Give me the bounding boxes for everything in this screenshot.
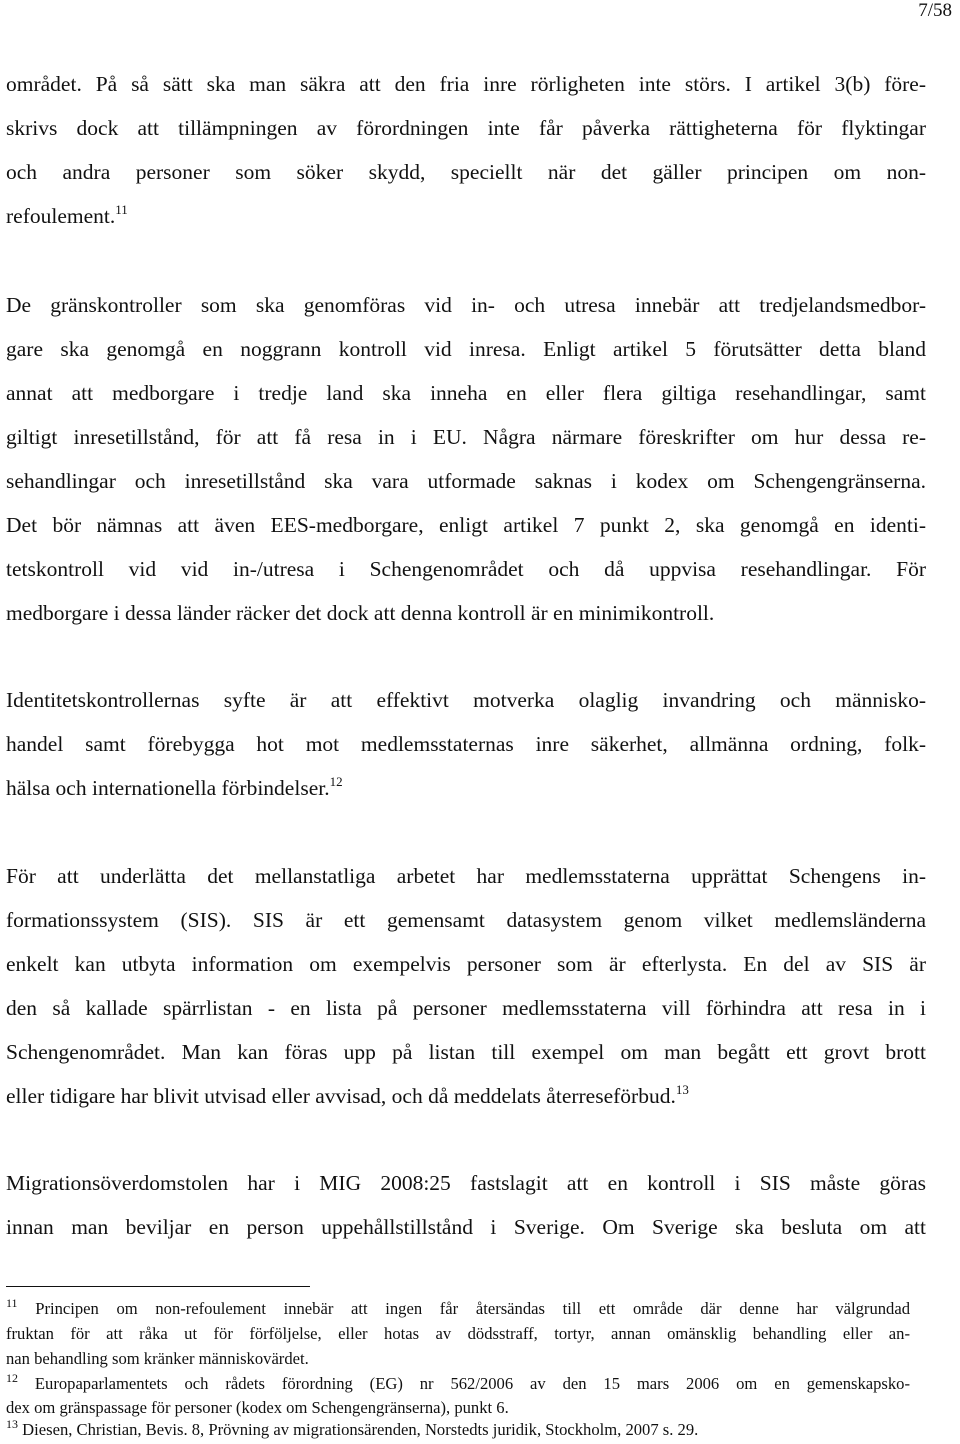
- text-line: skrivs dock att tillämpningen av förordningen inte får påverka rättigheterna för flyktingar: [6, 116, 926, 140]
- footnote-number: 13: [6, 1417, 18, 1431]
- text-line: Identitetskontrollernas syfte är att effektivt motverka olaglig invandring och människo-: [6, 688, 926, 712]
- text-line: För att underlätta det mellanstatliga arbetet har medlemsstaterna upprättat Schengens in-: [6, 864, 926, 888]
- text-line: handel samt förebygga hot mot medlemsstaternas inre säkerhet, allmänna ordning, folk-: [6, 732, 926, 756]
- text-line: tetskontroll vid vid in-/utresa i Schengenområdet och då uppvisa resehandlingar. För: [6, 557, 926, 581]
- text-line: Det bör nämnas att även EES-medborgare, enligt artikel 7 punkt 2, ska genomgå en identi-: [6, 513, 926, 537]
- text-line-with-footnote: [6, 203, 128, 229]
- footnote-text: Principen om non-refoulement innebär att ingen får återsändas till ett område där denne har välgrundad: [35, 1299, 910, 1318]
- text-line: sehandlingar och inresetillstånd ska vara utformade saknas i kodex om Schengengränserna.: [6, 469, 926, 493]
- text-line: medborgare i dessa länder räcker det dock att denna kontroll är en minimikontroll.: [6, 601, 715, 625]
- footnote-reference[interactable]: 12: [329, 774, 343, 789]
- footnote-number: 11: [6, 1296, 18, 1310]
- text-line: den så kallade spärrlistan - en lista på personer medlemsstaterna vill förhindra att resa in i: [6, 996, 926, 1020]
- footnote-separator: [6, 1286, 310, 1287]
- text-line: formationssystem (SIS). SIS är ett gemensamt datasystem genom vilket medlemsländerna: [6, 908, 926, 932]
- text-line: området. På så sätt ska man säkra att den fria inre rörligheten inte störs. I artikel 3(b) före-: [6, 72, 926, 96]
- text-line: giltigt inresetillstånd, för att få resa in i EU. Några närmare föreskrifter om hur dessa re-: [6, 425, 926, 449]
- text-line: Migrationsöverdomstolen har i MIG 2008:25 fastslagit att en kontroll i SIS måste göras: [6, 1171, 926, 1195]
- text-line: refoulement.: [6, 204, 116, 228]
- footnote-line: nan behandling som kränker människovärdet.: [6, 1349, 309, 1368]
- footnote-line: [6, 1371, 910, 1394]
- text-line: och andra personer som söker skydd, speciellt när det gäller principen om non-: [6, 160, 926, 184]
- text-line-with-footnote: [6, 1083, 689, 1109]
- footnote-line: fruktan för att råka ut för förföljelse, eller hotas av dödsstraff, tortyr, annan omänsklig behandling eller an-: [6, 1324, 910, 1343]
- text-line: gare ska genomgå en noggrann kontroll vid inresa. Enligt artikel 5 förutsätter detta bland: [6, 337, 926, 361]
- page-number: 7/58: [918, 0, 952, 21]
- footnote-line: [6, 1417, 699, 1440]
- text-line: De gränskontroller som ska genomföras vid in- och utresa innebär att tredjelandsmedbor-: [6, 293, 926, 317]
- text-line: enkelt kan utbyta information om exempelvis personer som är efterlysta. En del av SIS är: [6, 952, 926, 976]
- text-line: innan man beviljar en person uppehållstillstånd i Sverige. Om Sverige ska besluta om att: [6, 1215, 926, 1239]
- footnote-reference[interactable]: 11: [115, 202, 128, 217]
- footnote-line: [6, 1296, 910, 1319]
- footnote-number: 12: [6, 1371, 18, 1385]
- text-line: hälsa och internationella förbindelser.: [6, 776, 330, 800]
- text-line: eller tidigare har blivit utvisad eller avvisad, och då meddelats återreseförbud.: [6, 1084, 676, 1108]
- text-line-with-footnote: [6, 775, 343, 801]
- footnote-text: Diesen, Christian, Bevis. 8, Prövning av migrationsärenden, Norstedts juridik, Stockholm, 2007 s. 29.: [22, 1420, 699, 1439]
- footnote-text: Europaparlamentets och rådets förordning (EG) nr 562/2006 av den 15 mars 2006 om en gemenskapsko-: [34, 1374, 910, 1393]
- text-line: Schengenområdet. Man kan föras upp på listan till exempel om man begått ett grovt brott: [6, 1040, 926, 1064]
- footnote-line: dex om gränspassage för personer (kodex om Schengengränserna), punkt 6.: [6, 1398, 509, 1417]
- footnote-reference[interactable]: 13: [675, 1082, 689, 1097]
- text-line: annat att medborgare i tredje land ska inneha en eller flera giltiga resehandlingar, samt: [6, 381, 926, 405]
